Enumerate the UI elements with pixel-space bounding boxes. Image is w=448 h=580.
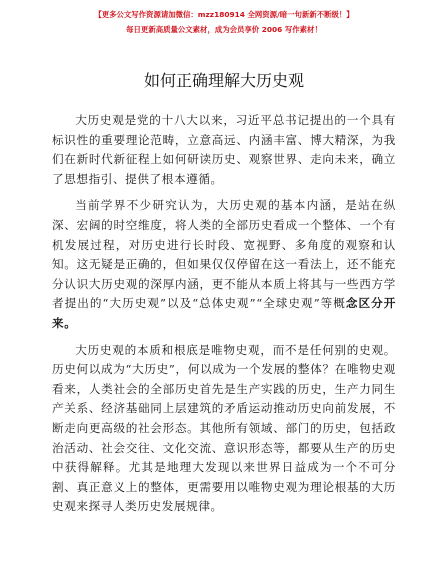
promo-banner-line-1: 【更多公文写作资源请加微信：mzz180914 全网资源/暗一句新新不断级！】 — [94, 10, 354, 19]
promo-banner-line-2: 每日更新高质量公文素材，成为会员享价 2006 写作素材！ — [126, 25, 322, 34]
paragraph-2 — [52, 196, 396, 333]
paragraph-1: 大历史观是党的十八大以来，习近平总书记提出的一个具有标识性的重要理论范畴，立意高远、内涵丰富、博大精深，为我们在新时代新征程上如何研读历史、观察世界、走向未来，确立了思想指引、提供了根本遵循。 — [52, 113, 396, 186]
document-title: 如何正确理解大历史观 — [143, 71, 304, 90]
paragraph-2-text: 当前学界不少研究认为，大历史观的基本内涵，是站在纵深、宏阔的时空维度，将人类的全部历史看成一个整体、一个有机发展过程，对历史进行长时段、宽视野、多角度的观察和认知。这无疑是正确的，但如果仅仅停留在这一看法上，还不能充分认识大历史观的深厚内涵，更不能从本质上将其与一些西方学者提出的“大历史观”以及“总体史观”“全球史观”等概 — [52, 198, 396, 311]
document-body — [52, 111, 396, 524]
paragraph-3: 大历史观的本质和根底是唯物史观，而不是任何别的史观。历史何以成为“大历史”，何以成为一个发展的整体？在唯物史观看来，人类社会的全部历史首先是生产实践的历史，生产力同生产关系、经济基础同上层建筑的矛盾运动推动历史向前发展，不断走向更高级的社会形态。其他所有领域、部门的历史，包括政治活动、社会交往、文化交流、意识形态等，都要从生产的历史中获得解释。尤其是地理大发现以来世界日益成为一个不可分割、真正意义上的整体，更需要用以唯物史观为理论根基的大历史观来探寻人类历史发展规律。 — [52, 342, 396, 514]
paragraph-2-bold-tail: 念区分开来。 — [52, 296, 397, 330]
